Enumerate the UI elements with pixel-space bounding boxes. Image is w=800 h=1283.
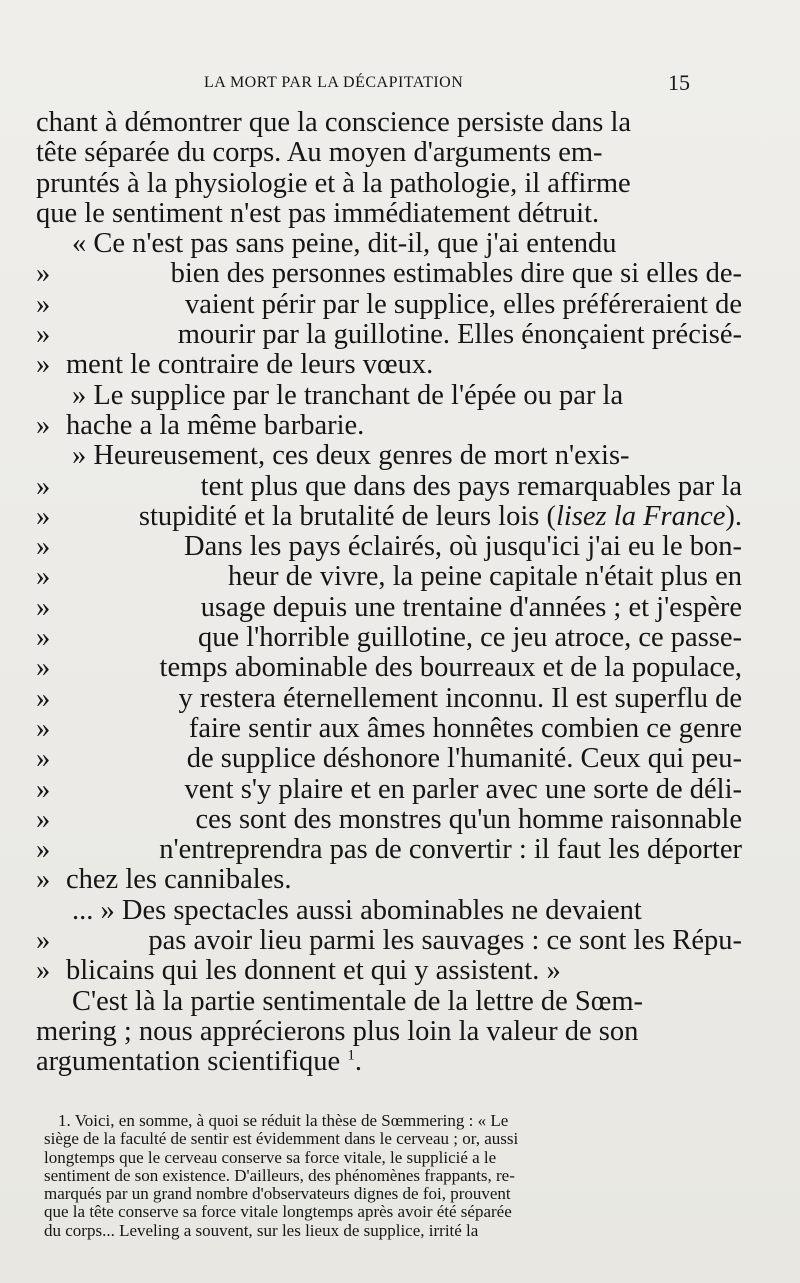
text-line: » Heureusement, ces deux genres de mort n'exis- — [72, 440, 630, 472]
quote-mark: » — [36, 773, 51, 805]
text-line: » heur de vivre, la peine capitale n'était plus en — [36, 561, 742, 593]
quote-mark: » — [36, 955, 51, 987]
quote-mark: » — [36, 743, 51, 775]
text-line: « Ce n'est pas sans peine, dit-il, que j'ai entendu — [72, 228, 617, 260]
quote-mark: » — [36, 500, 51, 532]
body-text — [36, 108, 742, 1078]
quote-mark: » — [36, 531, 51, 563]
text-line: mering ; nous apprécierons plus loin la valeur de son — [36, 1015, 639, 1047]
quote-mark: » — [36, 652, 51, 684]
footnote-line: longtemps que le cerveau conserve sa force vitale, le supplicié a le — [44, 1147, 497, 1167]
quote-mark: » — [36, 803, 51, 835]
footnote-line: siège de la faculté de sentir est évidemment dans le cerveau ; or, aussi — [44, 1129, 519, 1149]
italic-fragment: lisez la France — [555, 500, 726, 532]
text-line: » Dans les pays éclairés, où jusqu'ici j'ai eu le bon- — [36, 531, 742, 563]
text-line: » tent plus que dans des pays remarquables par la — [36, 470, 742, 502]
quote-mark: » — [36, 288, 51, 320]
text-line: » ces sont des monstres qu'un homme raisonnable — [36, 803, 742, 835]
text-line: » chez les cannibales. — [36, 864, 292, 896]
text-line: » que l'horrible guillotine, ce jeu atroce, ce passe- — [36, 622, 742, 654]
text-line: » de supplice déshonore l'humanité. Ceux qui peu- — [36, 743, 742, 775]
text-line: » vaient périr par le supplice, elles préféreraient de — [36, 288, 742, 320]
text-line: » temps abominable des bourreaux et de la populace, — [36, 652, 742, 684]
footnotes — [44, 1112, 708, 1240]
footnote-line: marqués par un grand nombre d'observateurs dignes de foi, prouvent — [44, 1184, 511, 1204]
footnote-line: 1. Voici, en somme, à quoi se réduit la thèse de Sœmmering : « Le — [58, 1111, 509, 1130]
quote-mark: » — [36, 864, 51, 896]
text-line: » hache a la même barbarie. — [36, 409, 365, 441]
quote-mark: » — [36, 925, 51, 957]
footnote-marker: 1 — [347, 1047, 355, 1064]
text-line: C'est là la partie sentimentale de la lettre de Sœm- — [72, 985, 643, 1017]
text-line: ... » Des spectacles aussi abominables ne devaient — [72, 894, 642, 926]
text-line: » faire sentir aux âmes honnêtes combien ce genre — [36, 712, 742, 744]
text-line: » usage depuis une trentaine d'années ; et j'espère — [36, 591, 742, 623]
footnote-line: du corps... Leveling a souvent, sur les lieux de supplice, irrité la — [44, 1220, 479, 1240]
text-line: » pas avoir lieu parmi les sauvages : ce sont les Répu- — [36, 925, 742, 957]
text-line: » n'entreprendra pas de convertir : il faut les déporter — [36, 834, 742, 866]
text-line: » Le supplice par le tranchant de l'épée ou par la — [72, 379, 624, 411]
text-line: » y restera éternellement inconnu. Il est superflu de — [36, 682, 742, 714]
quote-mark: » — [36, 319, 51, 351]
text-line: » mourir par la guillotine. Elles énonçaient précisé- — [36, 319, 742, 351]
quote-mark: » — [36, 712, 51, 744]
page-number: 15 — [668, 70, 690, 95]
text-line: chant à démontrer que la conscience persiste dans la — [36, 107, 632, 138]
page-header — [0, 70, 800, 98]
text-line: » ment le contraire de leurs vœux. — [36, 349, 434, 381]
running-title: LA MORT PAR LA DÉCAPITATION — [204, 74, 464, 91]
quote-mark: » — [36, 834, 51, 866]
text-line: » vent s'y plaire et en parler avec une sorte de déli- — [36, 773, 742, 805]
quote-mark: » — [36, 258, 51, 290]
text-line: tête séparée du corps. Au moyen d'arguments em- — [36, 137, 603, 169]
text-line: » stupidité et la brutalité de leurs lois (lisez la France). — [36, 500, 742, 532]
text-line: argumentation scientifique $^1$. — [36, 1046, 362, 1078]
text-line: pruntés à la physiologie et à la pathologie, il affirme — [36, 167, 631, 199]
quote-mark: » — [36, 409, 51, 441]
quote-mark: » — [36, 470, 51, 502]
quote-mark: » — [36, 349, 51, 381]
quote-mark: » — [36, 561, 51, 593]
text-line: » blicains qui les donnent et qui y assistent. » — [36, 955, 561, 987]
quote-mark: » — [36, 591, 51, 623]
text-line: que le sentiment n'est pas immédiatement détruit. — [36, 197, 600, 229]
text-line: » bien des personnes estimables dire que si elles de- — [36, 258, 742, 290]
footnote-line: que la tête conserve sa force vitale longtemps après avoir été séparée — [44, 1202, 512, 1222]
quote-mark: » — [36, 622, 51, 654]
quote-mark: » — [36, 682, 51, 714]
footnote-line: sentiment de son existence. D'ailleurs, des phénomènes frappants, re- — [44, 1165, 515, 1185]
